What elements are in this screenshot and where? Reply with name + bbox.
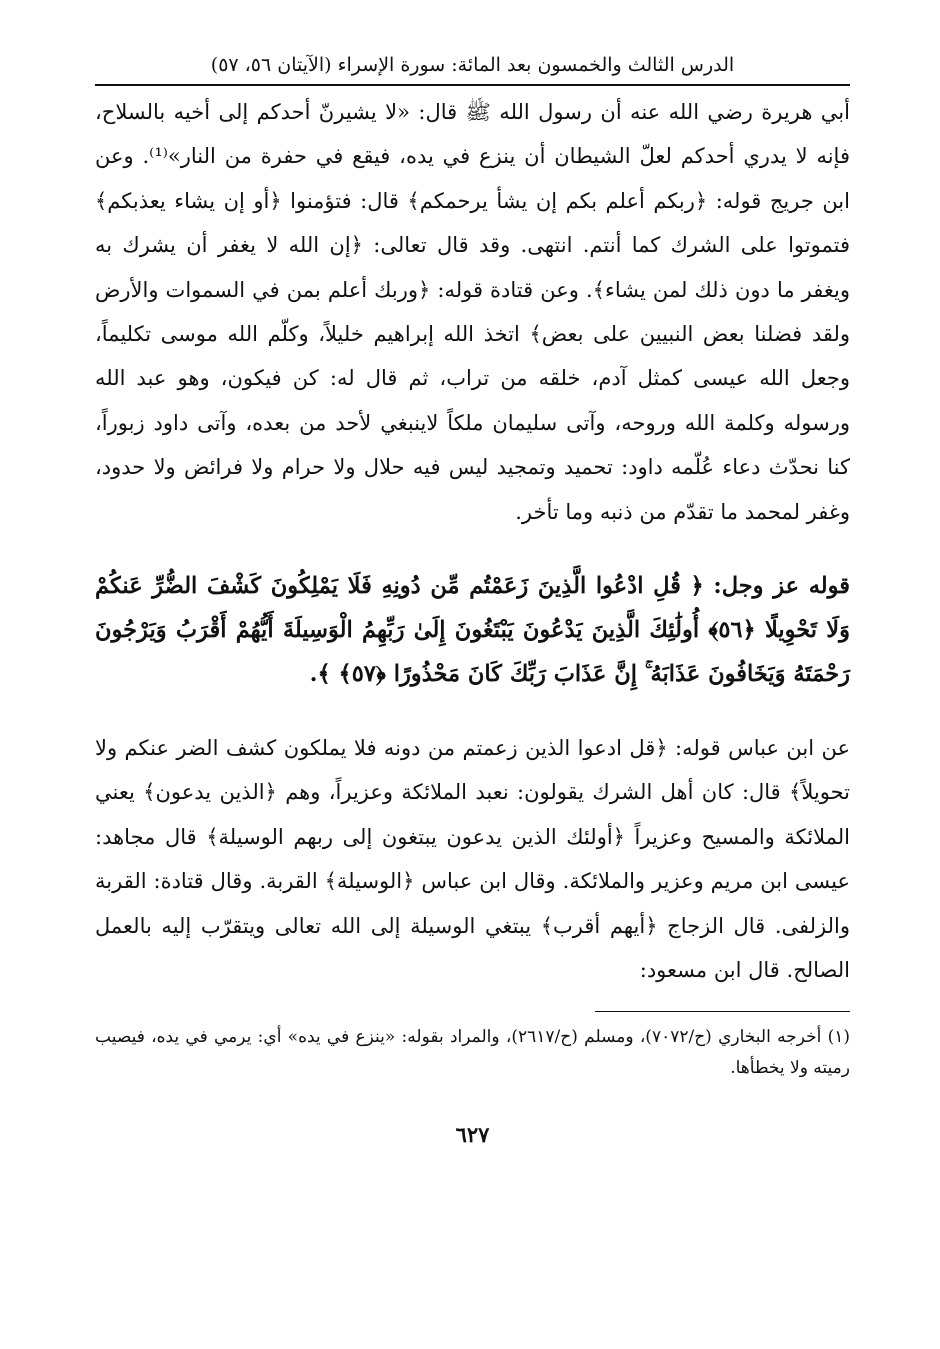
body-paragraph-2: عن ابن عباس قوله: ﴿قل ادعوا الذين زعمتم من دونه فلا يملكون كشف الضر عنكم ولا تحويلاً﴾ قال: كان أهل الشرك يقولون: نعبد الملائكة وعزيراً، وهم ﴿الذين يدعون﴾ يعني الملائكة والمسيح وعزيراً ﴿أولئك الذين يدعون يبتغون إلى ربهم الوسيلة﴾ قال مجاهد: عيسى ابن مريم وعزير والملائكة. وقال ابن عباس ﴿الوسيلة﴾ القربة. وقال قتادة: القربة والزلفى. قال الزجاج ﴿أيهم أقرب﴾ يبتغي الوسيلة إلى الله تعالى ويتقرّب إليه بالعمل الصالح. قال ابن مسعود: bbox=[95, 736, 850, 983]
body-paragraph-1: أبي هريرة رضي الله عنه أن رسول الله ﷺ قال: «لا يشيرنّ أحدكم إلى أخيه بالسلاح، فإنه لا يدري أحدكم لعلّ الشيطان أن ينزع في يده، فيقع في حفرة من النار»⁽¹⁾. وعن ابن جريج قوله: ﴿ربكم أعلم بكم إن يشأ يرحمكم﴾ قال: فتؤمنوا ﴿أو إن يشاء يعذبكم﴾ فتموتوا على الشرك كما أنتم. انتهى. وقد قال تعالى: ﴿إن الله لا يغفر أن يشرك به ويغفر ما دون ذلك لمن يشاء﴾. وعن قتادة قوله: ﴿وربك أعلم بمن في السموات والأرض ولقد فضلنا بعض النبيين على بعض﴾ اتخذ الله إبراهيم خليلاً، وكلّم الله موسى تكليماً، وجعل الله عيسى كمثل آدم، خلقه من تراب، ثم قال له: كن فيكون، وهو عبد الله ورسوله وكلمة الله وروحه، وآتى سليمان ملكاً لاينبغي لأحد من بعده، وآتى داود زبوراً، كنا نحدّث دعاء عُلّمه داود: تحميد وتمجيد ليس فيه حلال ولا حرام ولا فرائض ولا حدود، وغفر لمحمد ما تقدّم من ذنبه وما تأخر. bbox=[95, 100, 850, 524]
verse-intro: قوله عز وجل: bbox=[713, 573, 850, 600]
verse-text: ﴿ قُلِ ادْعُوا الَّذِينَ زَعَمْتُم مِّن دُونِهِ فَلَا يَمْلِكُونَ كَشْفَ الضُّرِّ عَنكُمْ وَلَا تَحْوِيلًا ﴿٥٦﴾ أُولَٰئِكَ الَّذِينَ يَدْعُونَ يَبْتَغُونَ إِلَىٰ رَبِّهِمُ الْوَسِيلَةَ أَيُّهُمْ أَقْرَبُ وَيَرْجُونَ رَحْمَتَهُ وَيَخَافُونَ عَذَابَهُ ۚ إِنَّ عَذَابَ رَبِّكَ كَانَ مَحْذُورًا ﴿٥٧﴾ ﴾. bbox=[95, 573, 850, 688]
running-header: الدرس الثالث والخمسون بعد المائة: سورة الإسراء (الآيتان ٥٦، ٥٧) bbox=[95, 50, 850, 86]
book-page bbox=[95, 50, 850, 1147]
footnote: (١) أخرجه البخاري (ح/٧٠٧٢)، ومسلم (ح/٢٦١٧)، والمراد بقوله: «ينزع في يده» أي: يرمي في يده، فيصيب رميته ولا يخطأها. bbox=[95, 1026, 850, 1078]
quran-verse-block bbox=[95, 564, 850, 696]
page-number: ٦٢٧ bbox=[455, 1121, 490, 1147]
footnote-divider bbox=[595, 1011, 850, 1012]
